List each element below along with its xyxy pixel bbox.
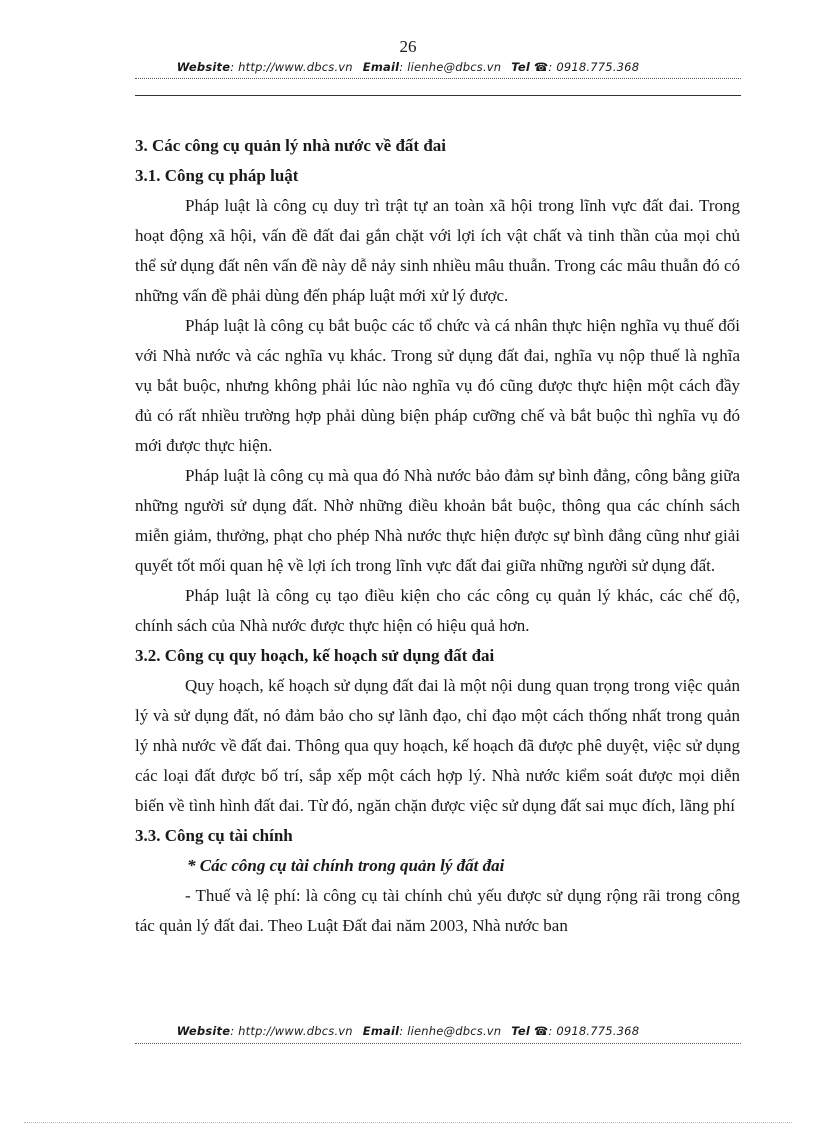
paragraph: Pháp luật là công cụ bắt buộc các tổ chức và cá nhân thực hiện nghĩa vụ thuế đối với Nhà nước và các nghĩa vụ khác. Trong sử dụng đất đai, nghĩa vụ nộp thuế là nghĩa vụ bắt buộc, nhưng không phải lúc nào nghĩa vụ đó cũng được thực hiện một cách đầy đủ có rất nhiều trường hợp phải dùng biện pháp cưỡng chế và bắt buộc thì nghĩa vụ đó mới được thực hiện. <box>135 316 740 455</box>
tel-label: Tel <box>511 60 531 74</box>
paragraph: Quy hoạch, kế hoạch sử dụng đất đai là một nội dung quan trọng trong việc quản lý và sử dụng đất, nó đảm bảo cho sự lãnh đạo, chỉ đạo một cách thống nhất trong quản lý nhà nước về đất đai. Thông qua quy hoạch, kế hoạch đã được phê duyệt, việc sử dụng các loại đất được bố trí, sắp xếp một cách hợp lý. Nhà nước kiểm soát được mọi diễn biến về tình hình đất đai. Từ đó, ngăn chặn được việc sử dụng đất sai mục đích, lãng phí <box>135 676 740 815</box>
subsection-3-3-title: 3.3. Công cụ tài chính <box>135 826 293 845</box>
phone-icon: ☎ <box>533 1024 549 1038</box>
website-label: Website <box>176 1024 231 1038</box>
page-number: 26 <box>399 37 417 56</box>
email-value[interactable]: : lienhe@dbcs.vn <box>399 1024 502 1038</box>
phone-icon: ☎ <box>533 60 549 74</box>
paragraph: Pháp luật là công cụ tạo điều kiện cho các công cụ quản lý khác, các chế độ, chính sách của Nhà nước được thực hiện có hiệu quả hơn. <box>135 586 740 635</box>
tel-value: : 0918.775.368 <box>548 1024 640 1038</box>
subsection-3-3-subtitle: * Các công cụ tài chính trong quản lý đất đai <box>187 856 505 875</box>
section-title: 3. Các công cụ quản lý nhà nước về đất đai <box>135 136 447 155</box>
subsection-3-1-title: 3.1. Công cụ pháp luật <box>135 166 299 185</box>
paragraph: Pháp luật là công cụ mà qua đó Nhà nước bảo đảm sự bình đẳng, công bằng giữa những người sử dụng đất. Nhờ những điều khoản bắt buộc, thông qua các chính sách miễn giảm, thưởng, phạt cho phép Nhà nước thực hiện được sự bình đẳng cũng như giải quyết tốt mối quan hệ về lợi ích trong lĩnh vực đất đai giữa những người sử dụng đất. <box>135 466 740 575</box>
paragraph: - Thuế và lệ phí: là công cụ tài chính chủ yếu được sử dụng rộng rãi trong công tác quản lý đất đai. Theo Luật Đất đai năm 2003, Nhà nước ban <box>135 886 740 935</box>
paragraph: Pháp luật là công cụ duy trì trật tự an toàn xã hội trong lĩnh vực đất đai. Trong hoạt động xã hội, vấn đề đất đai gắn chặt với lợi ích vật chất và tinh thần của mọi chủ thể sử dụng đất nên vấn đề này dễ nảy sinh nhiều mâu thuẫn. Trong các mâu thuẫn đó có những vấn đề phải dùng đến pháp luật mới xử lý được. <box>135 196 740 305</box>
header-solid-rule <box>135 95 741 96</box>
subsection-3-2-title: 3.2. Công cụ quy hoạch, kế hoạch sử dụng đất đai <box>135 646 495 665</box>
website-value[interactable]: : http://www.dbcs.vn <box>230 1024 353 1038</box>
email-label: Email <box>362 60 400 74</box>
website-value[interactable]: : http://www.dbcs.vn <box>230 60 353 74</box>
header-contact-line <box>0 60 816 74</box>
website-label: Website <box>176 60 231 74</box>
tel-value: : 0918.775.368 <box>548 60 640 74</box>
email-value[interactable]: : lienhe@dbcs.vn <box>399 60 502 74</box>
footer-contact-line <box>0 1024 816 1038</box>
tel-label: Tel <box>511 1024 531 1038</box>
footer-dotted-rule <box>135 1043 741 1044</box>
header-dotted-rule <box>135 78 741 79</box>
document-body <box>135 131 740 941</box>
email-label: Email <box>362 1024 400 1038</box>
